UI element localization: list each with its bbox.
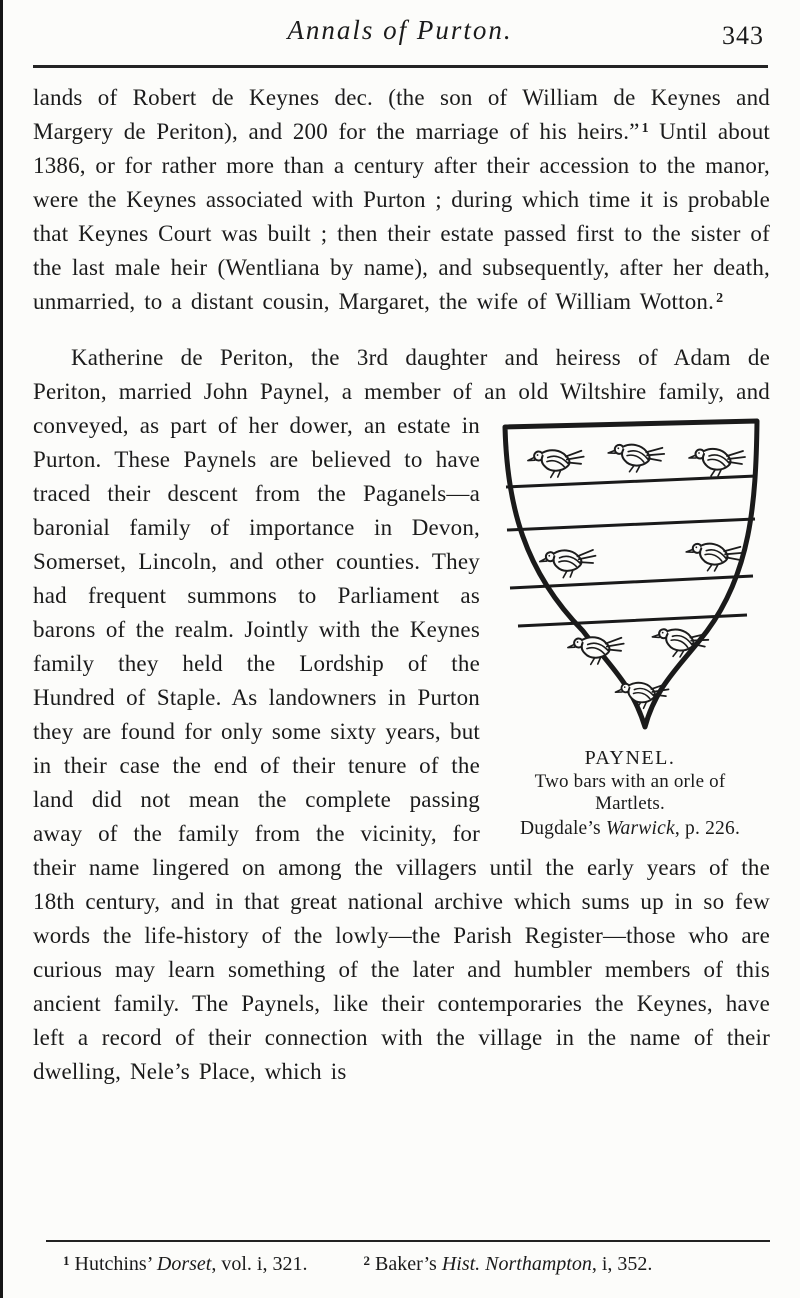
figure-source-title: Warwick bbox=[605, 818, 675, 839]
footnote-1-ref: , vol. i, 321. bbox=[211, 1253, 308, 1275]
bar-1 bbox=[506, 476, 756, 530]
paragraph-1-text-continued: Until about 1386, or for rather more than a century after their accession to the manor, were the Keynes associated with Purton ; during which time it is probable that Keynes Court was built ; then their estate passed first to the sister of the last male heir (Wentliana by name), and subsequently, after her death, unmarried, to a distant cousin, Margaret, the wife of William Wotton. bbox=[33, 119, 770, 314]
paragraph-1-text: lands of Robert de Keynes dec. (the son of William de Keynes and Margery de Periton), and 200 for the marriage of his heirs.” bbox=[33, 85, 770, 144]
figure-source-post: , p. 226. bbox=[674, 818, 741, 839]
figure-caption-source bbox=[490, 817, 770, 841]
figure-source-pre: Dugdale’s bbox=[519, 818, 606, 839]
page-body bbox=[0, 81, 800, 1089]
footnotes bbox=[0, 1242, 800, 1277]
footnote-1-work: Dorset bbox=[156, 1253, 212, 1275]
running-title: Annals of Purton. bbox=[287, 15, 513, 45]
scan-page-left-edge bbox=[0, 0, 3, 1298]
footnote-2-marker: 2 bbox=[363, 1253, 370, 1268]
footnote-reference-2: 2 bbox=[716, 291, 724, 306]
coat-of-arms-figure bbox=[490, 413, 770, 841]
footnote-2-ref: , i, 352. bbox=[591, 1253, 653, 1275]
figure-caption-title: PAYNEL. bbox=[584, 747, 676, 769]
paragraph-2-text-continued: in Purton. These Paynels are believed to have traced their descent from the Paganels—a baronial family of importance in Devon, Somerset, Lincoln, and other counties. They had frequent summons to Parliament as barons of the realm. Jointly with the Keynes family they held the Lordship of the Hundred of Staple. As landowners in Purton they are found for only some sixty years, but in their case the end of their tenure of the land did not mean the complete passing away of the family from the vicinity, for their name lingered on among the villagers until the early years of the 18th century, and in that great national archive which sums up in so few words the life-history of the lowly—the Parish Register—those who are curious may learn something of the later and humbler members of this ancient family. The Paynels, like their contemporaries the Keynes, have left a record of their connection with the village in the name of their dwelling, Nele’s Place, which is bbox=[33, 413, 770, 1084]
paragraph-2 bbox=[33, 341, 770, 1089]
footnote-2-work: Hist. Northampton bbox=[441, 1253, 592, 1275]
footnote-1-text: Hutchins’ bbox=[74, 1253, 157, 1275]
footnote-2 bbox=[363, 1251, 652, 1277]
footnote-reference-1: 1 bbox=[641, 121, 649, 136]
footnote-area bbox=[0, 1240, 800, 1277]
footnote-1-marker: 1 bbox=[63, 1253, 70, 1268]
footnote-1 bbox=[63, 1251, 307, 1277]
paragraph-1 bbox=[33, 81, 770, 319]
footnote-2-text: Baker’s bbox=[374, 1253, 442, 1275]
paynel-shield-illustration bbox=[498, 413, 763, 743]
figure-caption-blazon-line1: Two bars with an orle of bbox=[534, 771, 726, 792]
figure-caption-blazon-line2: Martlets. bbox=[595, 793, 665, 814]
header-rule bbox=[33, 65, 768, 68]
page-number: 343 bbox=[722, 21, 764, 50]
paragraph-2-text: Katherine de Periton, the 3rd daughter and heiress of Adam de Periton, married John Paynel, a member of an old Wiltshire family, and conveyed, as part of her dower, an estate bbox=[33, 345, 770, 438]
running-header bbox=[0, 0, 800, 61]
